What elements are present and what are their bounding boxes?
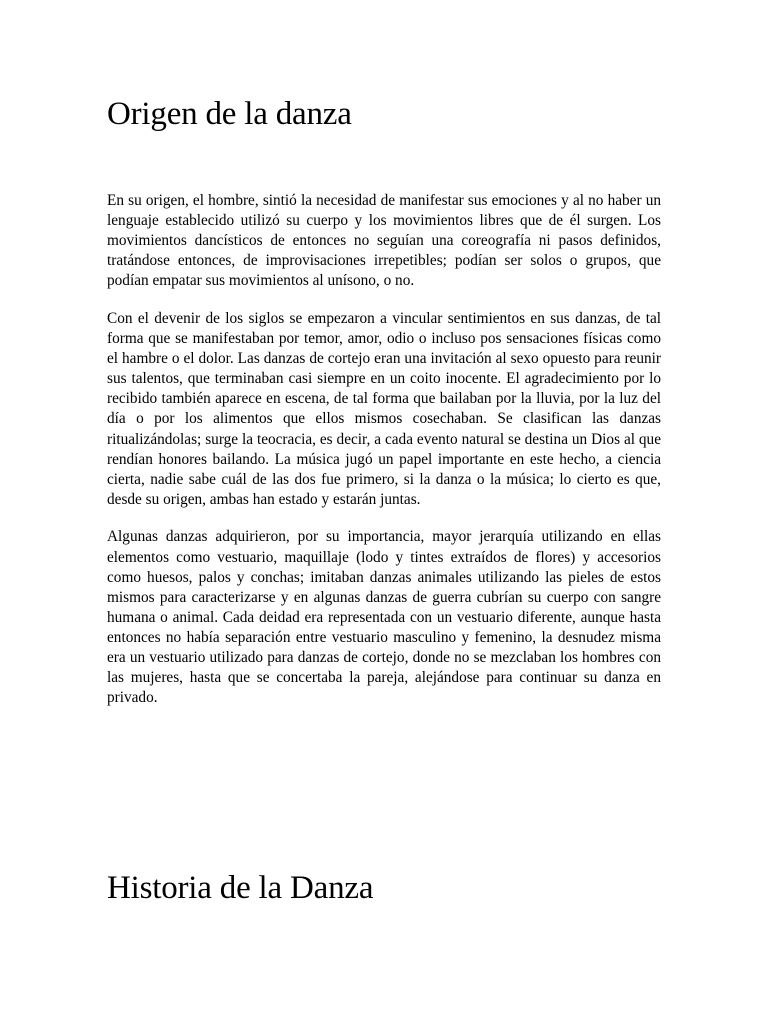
paragraph: Con el devenir de los siglos se empezaron a vincular sentimientos en sus danzas, de tal forma que se manifestaban por temor, amor, odio o incluso pos sensaciones físicas como el hambre o el dolor. Las danzas de cortejo eran una invitación al sexo opuesto para reunir sus talentos, que terminaban casi siempre en un coito inocente. El agradecimiento por lo recibido también aparece en escena, de tal forma que bailaban por la lluvia, por la luz del día o por los alimentos que ellos mismos cosechaban. Se clasifican las danzas ritualizándolas; surge la teocracia, es decir, a cada evento natural se destina un Dios al que rendían honores bailando. La música jugó un papel importante en este hecho, a ciencia cierta, nadie sabe cuál de las dos fue primero, si la danza o la música; lo cierto es que, desde su origen, ambas han estado y estarán juntas. [107,309,661,508]
paragraph: En su origen, el hombre, sintió la necesidad de manifestar sus emociones y al no haber un lenguaje establecido utilizó su cuerpo y los movimientos libres que de él surgen. Los movimientos dancísticos de entonces no seguían una coreografía ni pasos definidos, tratándose entonces, de improvisaciones irrepetibles; podían ser solos o grupos, que podían empatar sus movimientos al unísono, o no. [107,192,661,290]
paragraph: Algunas danzas adquirieron, por su importancia, mayor jerarquía utilizando en ellas elementos como vestuario, maquillaje (lodo y tintes extraídos de flores) y accesorios como huesos, palos y conchas; imitaban danzas animales utilizando las pieles de estos mismos para caracterizarse y en algunas danzas de guerra cubrían su cuerpo con sangre humana o animal. Cada deidad era representada con un vestuario diferente, aunque hasta entonces no había separación entre vestuario masculino y femenino, la desnudez misma era un vestuario utilizado para danzas de cortejo, donde no se mezclaban los hombres con las mujeres, hasta que se concertaba la pareja, alejándose para continuar su danza en privado. [107,528,661,707]
section-heading-historia: Historia de la Danza [107,870,374,906]
section-body-origen [107,191,661,726]
section-heading-origen: Origen de la danza [107,96,352,132]
